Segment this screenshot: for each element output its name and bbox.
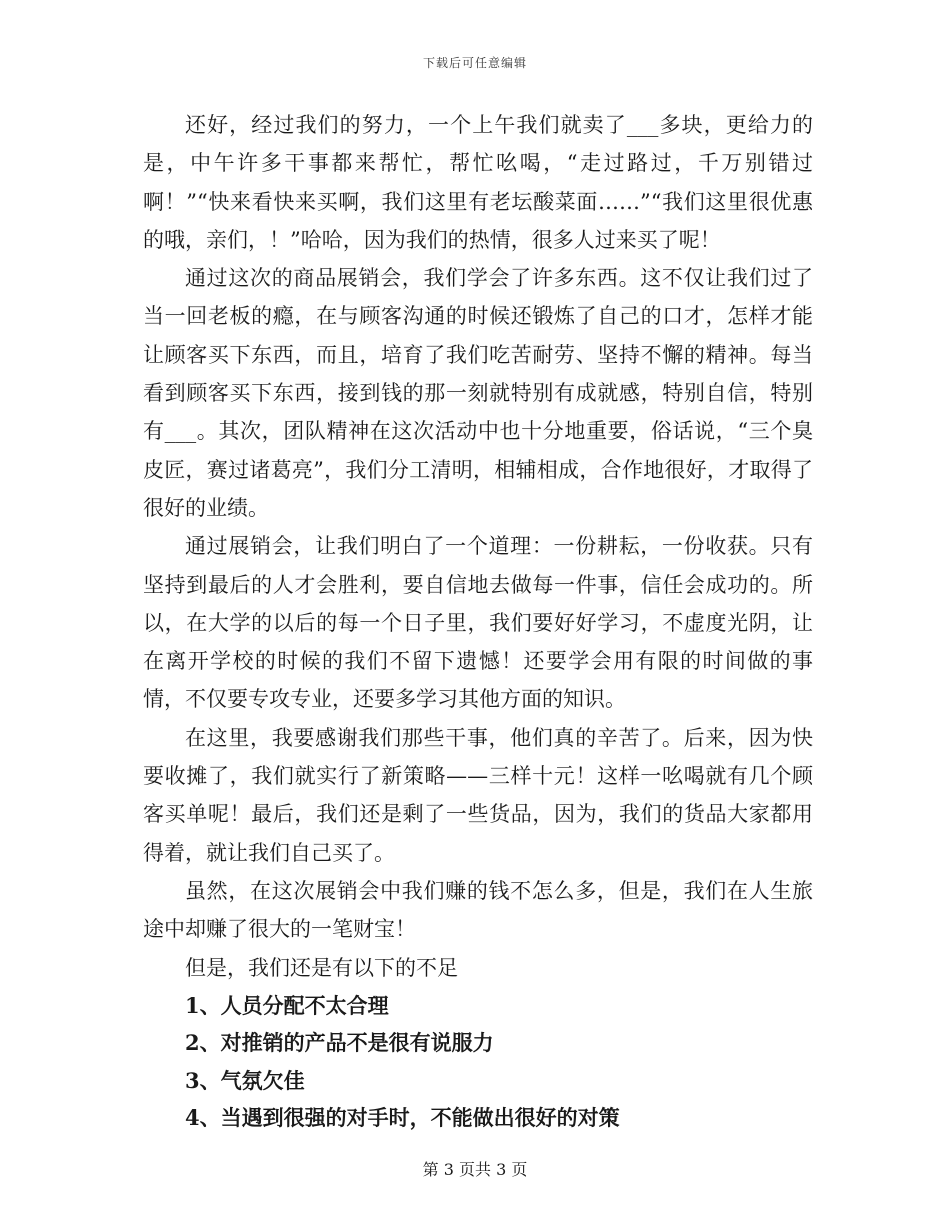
paragraph-effort-reward: 通过展销会，让我们明白了一个道理：一份耕耘，一份收获。只有坚持到最后的人才会胜利，要自信地去做每一件事，信任会成功的。所以，在大学的以后的每一个日子里，我们要好好学习，不虚度光阴，让在离开学校的时候的我们不留下遗憾！还要学会用有限的时间做的事情，不仅要专攻专业，还要多学习其他方面的知识。	[143, 534, 813, 712]
paragraph-treasure: 虽然，在这次展销会中我们赚的钱不怎么多，但是，我们在人生旅途中却赚了很大的一笔财宝！	[143, 878, 813, 942]
list-item: 3、气氛欠佳	[185, 1067, 305, 1093]
paragraph-sales-morning: 还好，经过我们的努力，一个上午我们就卖了___多块，更给力的是，中午许多干事都来帮忙，帮忙吆喝，“走过路过，千万别错过啊！”“快来看快来买啊，我们这里有老坛酸菜面……”“我们这里很优惠的哦，亲们，！”哈哈，因为我们的热情，很多人过来买了呢！	[143, 113, 813, 252]
list-item: 2、对推销的产品不是很有说服力	[185, 1030, 494, 1056]
paragraph-shortcomings-intro: 但是，我们还是有以下的不足	[185, 955, 458, 980]
paragraph-lessons-learned: 通过这次的商品展销会，我们学会了许多东西。这不仅让我们过了当一回老板的瘾，在与顾客沟通的时候还锻炼了自己的口才，怎样才能让顾客买下东西，而且，培育了我们吃苦耐劳、坚持不懈的精神。每当看到顾客买下东西，接到钱的那一刻就特别有成就感，特别自信，特别有___。其次，团队精神在这次活动中也十分地重要，俗话说，“三个臭皮匠，赛过诸葛亮”，我们分工清明，相辅相成，合作地很好，才取得了很好的业绩。	[143, 266, 813, 520]
page-header-note: 下载后可任意编辑	[422, 56, 527, 70]
page-number: 第 3 页共 3 页	[422, 1160, 528, 1179]
list-item: 1、人员分配不太合理	[185, 992, 389, 1018]
paragraph-thanks: 在这里，我要感谢我们那些干事，他们真的辛苦了。后来，因为快要收摊了，我们就实行了新策略——三样十元！这样一吆喝就有几个顾客买单呢！最后，我们还是剩了一些货品，因为，我们的货品大家都用得着，就让我们自己买了。	[143, 725, 813, 865]
list-item: 4、当遇到很强的对手时，不能做出很好的对策	[185, 1105, 620, 1131]
document-body	[143, 106, 813, 1137]
shortcomings-list	[143, 987, 813, 1137]
